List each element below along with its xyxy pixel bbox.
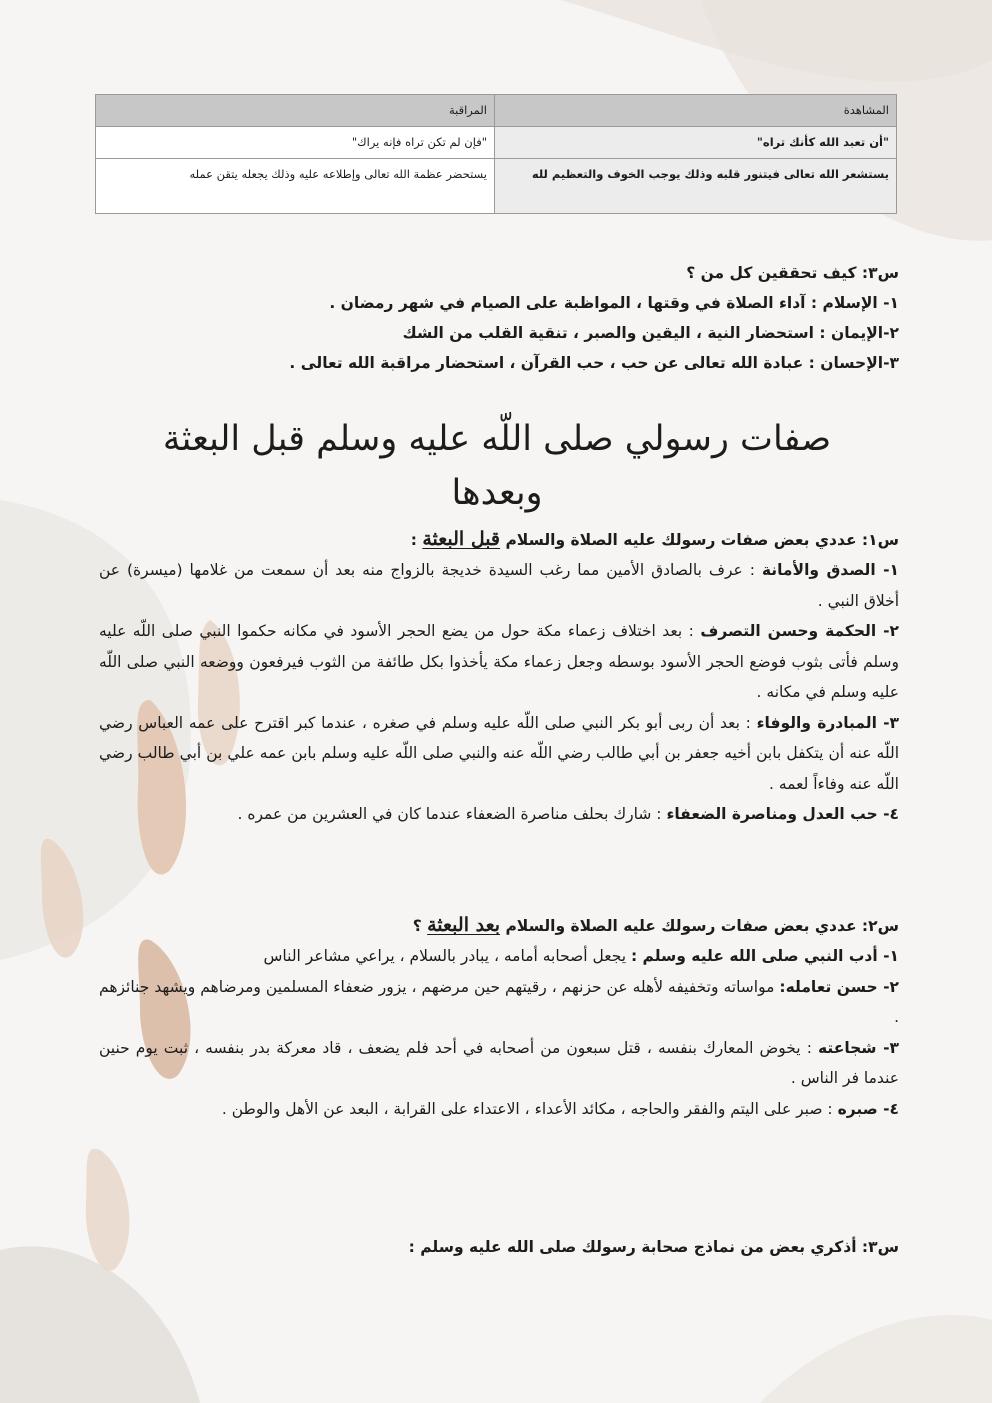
table-cell: يستشعر الله تعالى فيتنور قلبه وذلك يوجب الخوف والتعظيم لله: [495, 159, 897, 214]
question-title: س٣: كيف تحققين كل من ؟: [686, 264, 899, 282]
list-item: ٣- المبادرة والوفاء : بعد أن ربى أبو بكر النبي صلى اللّه عليه وسلم في صغره ، عندما كبر اقترح على عمه العباس رضي اللّه عنه أن يتكفل بابن أخيه جعفر بن أبي طالب رضي اللّه عنه والنبي صلى اللّه عليه وسلم بابن عمه علي بن أبي طالب رضي اللّه عنه وفاءاً لعمه .: [99, 713, 899, 793]
list-item: ٤- حب العدل ومناصرة الضعفاء : شارك بحلف مناصرة الضعفاء عندما كان في العشرين من عمره .: [237, 805, 899, 823]
highlight-after-bitha: بعد البعثة: [427, 914, 501, 936]
question-3-top: [99, 258, 899, 378]
question-title: س٢: عددي بعض صفات رسولك عليه الصلاة والسلام بعد البعثة ؟: [412, 914, 899, 936]
question-3-bottom: [99, 1232, 899, 1262]
table-header-muraqaba: المراقبة: [96, 95, 495, 127]
section-before-prophethood: [99, 524, 899, 830]
list-item: ٢-الإيمان : استحضار النية ، اليقين والصبر ، تنقية القلب من الشك: [402, 324, 899, 342]
list-item: ١- أدب النبي صلى الله عليه وسلم : يجعل أصحابه أمامه ، يبادر بالسلام ، يراعي مشاعر الناس: [263, 947, 899, 965]
list-item: ٤- صبره : صبر على اليتم والفقر والحاجه ، مكائد الأعداء ، الاعتداء على القرابة ، البعد عن الأهل والوطن .: [221, 1099, 899, 1118]
table-cell: "أن تعبد الله كأنك تراه": [495, 127, 897, 159]
table-cell: "فإن لم تكن تراه فإنه يراك": [96, 127, 495, 159]
question-title: س١: عددي بعض صفات رسولك عليه الصلاة والسلام قبل البعثة :: [410, 528, 899, 550]
highlight-before-bitha: قبل البعثة: [422, 528, 501, 550]
list-item: ٣- شجاعته : يخوض المعارك بنفسه ، قتل سبعون من أصحابه في أحد فلم يضعف ، قاد معركة بدر بنفسه ، ثبت يوم حنين عندما فر الناس .: [99, 1038, 899, 1087]
list-item: ١- الصدق والأمانة : عرف بالصادق الأمين مما رغب السيدة خديجة بالزواج منه بعد أن سمعت من غلامها (ميسرة) عن أخلاق النبي .: [99, 561, 899, 610]
list-item: ٣-الإحسان : عبادة الله تعالى عن حب ، حب القرآن ، استحضار مراقبة الله تعالى .: [289, 354, 899, 372]
table-header-mushahada: المشاهدة: [495, 95, 897, 127]
table-row: [96, 159, 897, 214]
section-after-prophethood: [99, 910, 899, 1124]
observation-table: [95, 94, 897, 214]
question-title: س٣: أذكري بعض من نماذج صحابة رسولك صلى الله عليه وسلم :: [408, 1238, 899, 1256]
list-item: ٢- حسن تعامله: مواساته وتخفيفه لأهله عن حزنهم ، رقيتهم حين مرضهم ، يزور ضعفاء المسلمين ومرضاهم ويشهد جنائزهم .: [99, 977, 900, 1026]
list-item: ١- الإسلام : آداء الصلاة في وقتها ، المواظبة على الصيام في شهر رمضان .: [329, 294, 899, 312]
list-item: ٢- الحكمة وحسن التصرف : بعد اختلاف زعماء مكة حول من يضع الحجر الأسود في مكانه حكموا النبي صلى اللّه عليه وسلم فأتى بثوب فوضع الحجر الأسود بوسطه وجعل زعماء مكة يأخذوا بكل طائفة من الثوب فيرفعون ووضعه النبي صلى اللّه عليه وسلم في مكانه .: [99, 622, 899, 701]
table-cell: يستحضر عظمة الله تعالى وإطلاعه عليه وذلك يجعله يتقن عمله: [96, 159, 495, 214]
table-row: [96, 127, 897, 159]
table-header-row: [96, 95, 897, 127]
page-title: صفات رسولي صلى اللّه عليه وسلم قبل البعثة وبعدها: [162, 419, 832, 513]
